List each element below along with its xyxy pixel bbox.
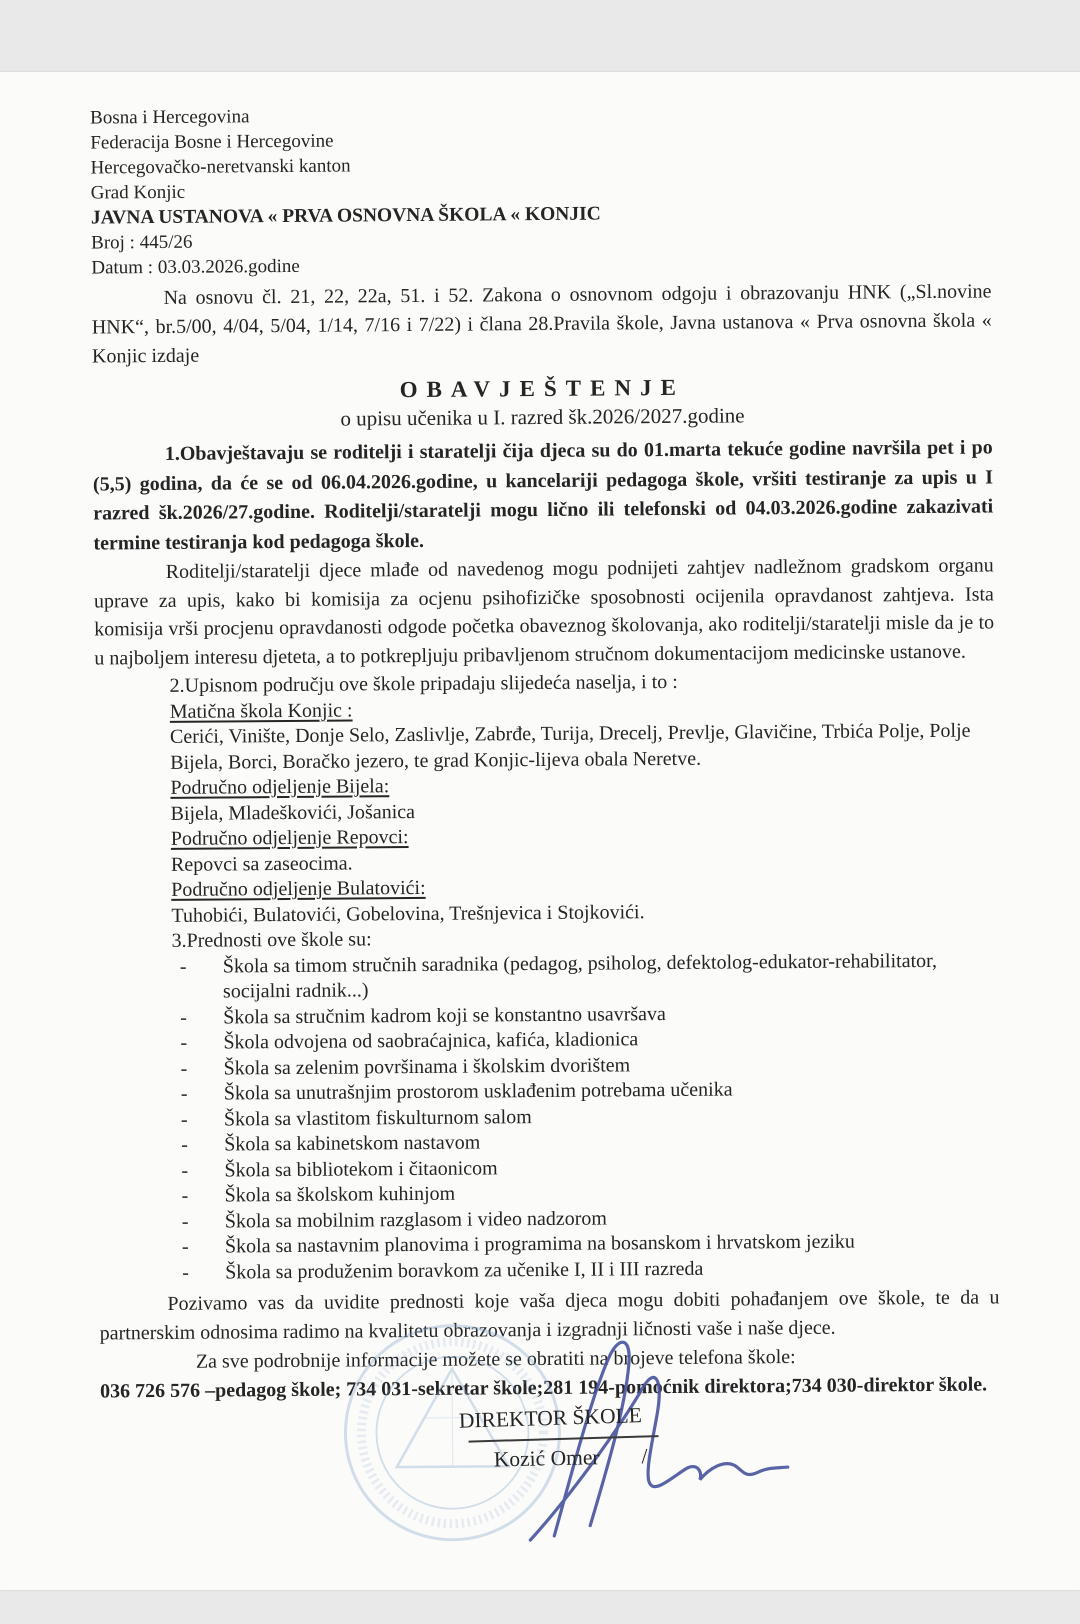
area-text: Cerići, Vinište, Donje Selo, Zaslivlje, Zabrđe, Turija, Drecelj, Prevlje, Glavičine, Trbića Polje, Polje Bijela, Borci, Boračko jezero, te grad Konjic-lijeva obala Neretve. <box>169 719 971 774</box>
letterhead-institution: JAVNA USTANOVA « PRVA OSNOVNA ŠKOLA « KONJIC <box>90 203 601 229</box>
advantage-text: Škola sa bibliotekom i čitaonicom <box>224 1156 498 1182</box>
list-item <box>174 1254 999 1286</box>
advantage-text: Škola sa nastavnim planovima i programima na bosanskom i hrvatskom jeziku <box>224 1230 855 1258</box>
document-page <box>0 72 1080 1590</box>
list-dash-icon: - <box>181 1159 189 1182</box>
closing-contact-info: Za sve podrobnije informacije možete se obratiti na brojeve telefona škole: <box>195 1346 796 1373</box>
paragraph-younger-children: Roditelji/staratelji djece mlađe od navedenog mogu podnijeti zahtjev nadležnom gradskom organu uprave za upis, kako bi komisija za ocjenu psihofizičke sposobnosti ocijenila opravdanost zahtjeva. Ista komisija vrši procjenu opravdanosti odgode početka obaveznog školovanja, ako roditelji/staratelji misle da je to u najboljem interesu djeteta, a to potkrepljuju pribavljenom stručnom dokumentacijom medicinske ustanove. <box>93 554 995 670</box>
list-dash-icon: - <box>181 1184 189 1207</box>
advantage-text: Škola sa zelenim površinama i školskim dvorištem <box>223 1053 631 1080</box>
list-dash-icon: - <box>182 1261 189 1284</box>
area-text: Bijela, Mladeškovići, Jošanica <box>170 800 416 825</box>
enrollment-area-intro: 2.Upisnom području ove škole pripadaju slijedeća naselja, i to : <box>169 670 678 697</box>
letterhead <box>90 98 991 280</box>
document-date: Datum : 03.03.2026.godine <box>91 255 300 279</box>
advantage-text: Škola sa mobilnim razglasom i video nadzorom <box>224 1207 608 1233</box>
area-heading: Područno odjeljenje Repovci: <box>170 826 409 850</box>
legal-basis-paragraph: Na osnovu čl. 21, 22, 22a, 51. i 52. Zakona o osnovnom odgoju i obrazovanju HNK („Sl.novine HNK“, br.5/00, 4/04, 5/04, 1/14, 7/16 i 7/22) i člana 28.Pravila škole, Javna ustanova « Prva osnovna škola « Konjic izdaje <box>91 280 992 368</box>
letterhead-canton: Hercegovačko-neretvanski kanton <box>90 155 351 179</box>
advantage-text: Škola sa timom stručnih saradnika (pedagog, psiholog, defektolog-edukator-rehabilitator, socijalni radnik...) <box>222 949 938 1003</box>
phone-numbers: 036 726 576 –pedagog škole; 734 031-sekretar škole;281 194-pomoćnik direktora;734 030-direktor škole. <box>100 1373 988 1403</box>
signature-slash: / <box>641 1444 648 1469</box>
signature-role-label: DIREKTOR ŠKOLE <box>458 1403 643 1433</box>
advantage-text: Škola sa stručnim kadrom koji se konstantno usavršava <box>223 1002 666 1029</box>
list-dash-icon: - <box>179 955 187 978</box>
document-number: Broj : 445/26 <box>91 231 193 254</box>
list-dash-icon: - <box>180 1057 188 1080</box>
advantage-text: Škola sa kabinetskom nastavom <box>224 1131 481 1156</box>
paragraph-testing-notice: 1.Obavještavaju se roditelji i staratelji čija djeca su do 01.marta tekuće godine navršila pet i po (5,5) godina, da će se od 06.04.2026.godine, u kancelariji pedagoga škole, vršiti testiranje za upis u I razred šk.2026/27.godine. Roditelji/staratelji mogu lično ili telefonski od 04.03.2026.godine zakazivati termine testiranja kod pedagoga škole. <box>92 436 994 555</box>
document-subtitle: o upisu učenika u I. razred šk.2026/2027.godine <box>340 403 745 431</box>
director-name: Kozić Omer <box>493 1445 600 1472</box>
area-section <box>170 693 997 954</box>
list-dash-icon: - <box>180 1031 188 1054</box>
list-dash-icon: - <box>180 1108 188 1131</box>
list-item <box>172 948 997 1005</box>
letterhead-city: Grad Konjic <box>90 181 186 204</box>
list-dash-icon: - <box>181 1133 188 1156</box>
advantage-text: Škola sa vlastitom fiskulturnom salom <box>223 1105 532 1131</box>
letterhead-federation: Federacija Bosne i Hercegovine <box>90 130 334 154</box>
area-text: Tuhobići, Bulatovići, Gobelovina, Trešnjevica i Stojkovići. <box>171 900 645 927</box>
list-dash-icon: - <box>180 1006 187 1029</box>
advantage-text: Škola sa unutrašnjim prostorom usklađenim potrebama učenika <box>223 1078 733 1105</box>
area-heading: Područno odjeljenje Bijela: <box>170 775 390 799</box>
advantage-text: Škola odvojena od saobraćajnica, kafića, kladionica <box>223 1028 639 1054</box>
advantages-list <box>97 948 1000 1287</box>
advantage-text: Škola sa produženim boravkom za učenike I, II i III razreda <box>225 1257 704 1284</box>
list-dash-icon: - <box>181 1210 189 1233</box>
area-text: Repovci sa zaseocima. <box>170 851 353 876</box>
closing-invitation: Pozivamo vas da uvidite prednosti koje vaša djeca mogu dobiti pohađanjem ove škole, te da u partnerskim odnosima radimo na kvalitetu obrazovanja i izgradnji ličnosti vaše i naše djece. <box>99 1286 1000 1345</box>
list-dash-icon: - <box>181 1235 189 1258</box>
advantages-title: 3.Prednosti ove škole su: <box>171 928 372 952</box>
letterhead-country: Bosna i Hercegovina <box>90 106 250 129</box>
area-heading: Područno odjeljenje Bulatovići: <box>171 876 426 901</box>
document-title: OBAVJEŠTENJE <box>399 374 685 403</box>
area-heading: Matična škola Konjic : <box>169 698 353 723</box>
list-dash-icon: - <box>180 1082 188 1105</box>
document-content <box>0 64 1080 1624</box>
advantage-text: Škola sa školskom kuhinjom <box>224 1182 456 1207</box>
